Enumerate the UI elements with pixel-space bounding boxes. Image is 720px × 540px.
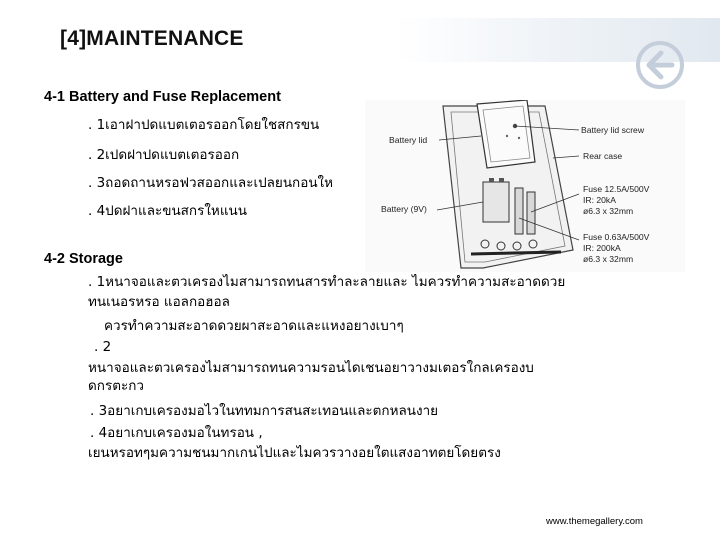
label-lid-screw: Battery lid screw bbox=[581, 125, 645, 135]
label-battery: Battery (9V) bbox=[381, 204, 427, 214]
battery-fuse-diagram bbox=[365, 100, 685, 272]
step-4: . 4ปดฝาและขนสกรใหแนน bbox=[88, 203, 247, 219]
page-title: [4]MAINTENANCE bbox=[60, 27, 244, 50]
step-1: . 1เอาฝาปดแบตเตอรออกโดยใชสกรขน bbox=[88, 117, 320, 133]
storage-line-9: เยนหรอทๆมความชนมากเกนไปและไมควรวางอยใตแสงอาทตยโดยตรง bbox=[88, 445, 501, 461]
storage-line-1: . 1หนาจอและตวเครองไมสามารถทนสารทำละลายและ ไมควรทำความสะอาดดวย bbox=[88, 274, 566, 290]
step-3: . 3ถอดถานหรอฟวสออกและเปลยนกอนให bbox=[88, 175, 334, 191]
storage-line-2: ทนเนอรหรอ แอลกอฮอล bbox=[88, 294, 230, 310]
label-fuse2-ir: IR: 200kA bbox=[583, 243, 621, 253]
storage-line-7: . 3อยาเกบเครองมอไวในททมการสนสะเทอนและตกหลนงาย bbox=[90, 403, 439, 419]
storage-line-4: . 2 bbox=[94, 339, 112, 355]
storage-line-3: ควรทำความสะอาดดวยผาสะอาดและแหงอยางเบาๆ bbox=[104, 318, 404, 334]
section-heading-storage: 4-2 Storage bbox=[44, 251, 123, 267]
section-heading-battery-fuse: 4-1 Battery and Fuse Replacement bbox=[44, 89, 281, 105]
label-fuse1-size: ø6.3 x 32mm bbox=[583, 206, 634, 216]
storage-line-6: ดกรตะกว bbox=[88, 378, 144, 394]
storage-line-5: หนาจอและตวเครองไมสามารถทนความรอนไดเชนอยาวางมเตอรใกลเครองบ bbox=[88, 360, 534, 376]
footer-site: www.themegallery.com bbox=[546, 516, 643, 527]
label-fuse2-size: ø6.3 x 32mm bbox=[583, 254, 634, 264]
label-battery-lid: Battery lid bbox=[389, 135, 428, 145]
label-fuse1-ir: IR: 20kA bbox=[583, 195, 616, 205]
label-fuse1-rating: Fuse 12.5A/500V bbox=[583, 184, 650, 194]
storage-line-8: . 4อยาเกบเครองมอในทรอน , bbox=[90, 425, 263, 441]
back-arrow-icon[interactable] bbox=[634, 39, 686, 91]
label-rear-case: Rear case bbox=[583, 151, 623, 161]
label-fuse2-rating: Fuse 0.63A/500V bbox=[583, 232, 650, 242]
step-2: . 2เปดฝาปดแบตเตอรออก bbox=[88, 147, 240, 163]
